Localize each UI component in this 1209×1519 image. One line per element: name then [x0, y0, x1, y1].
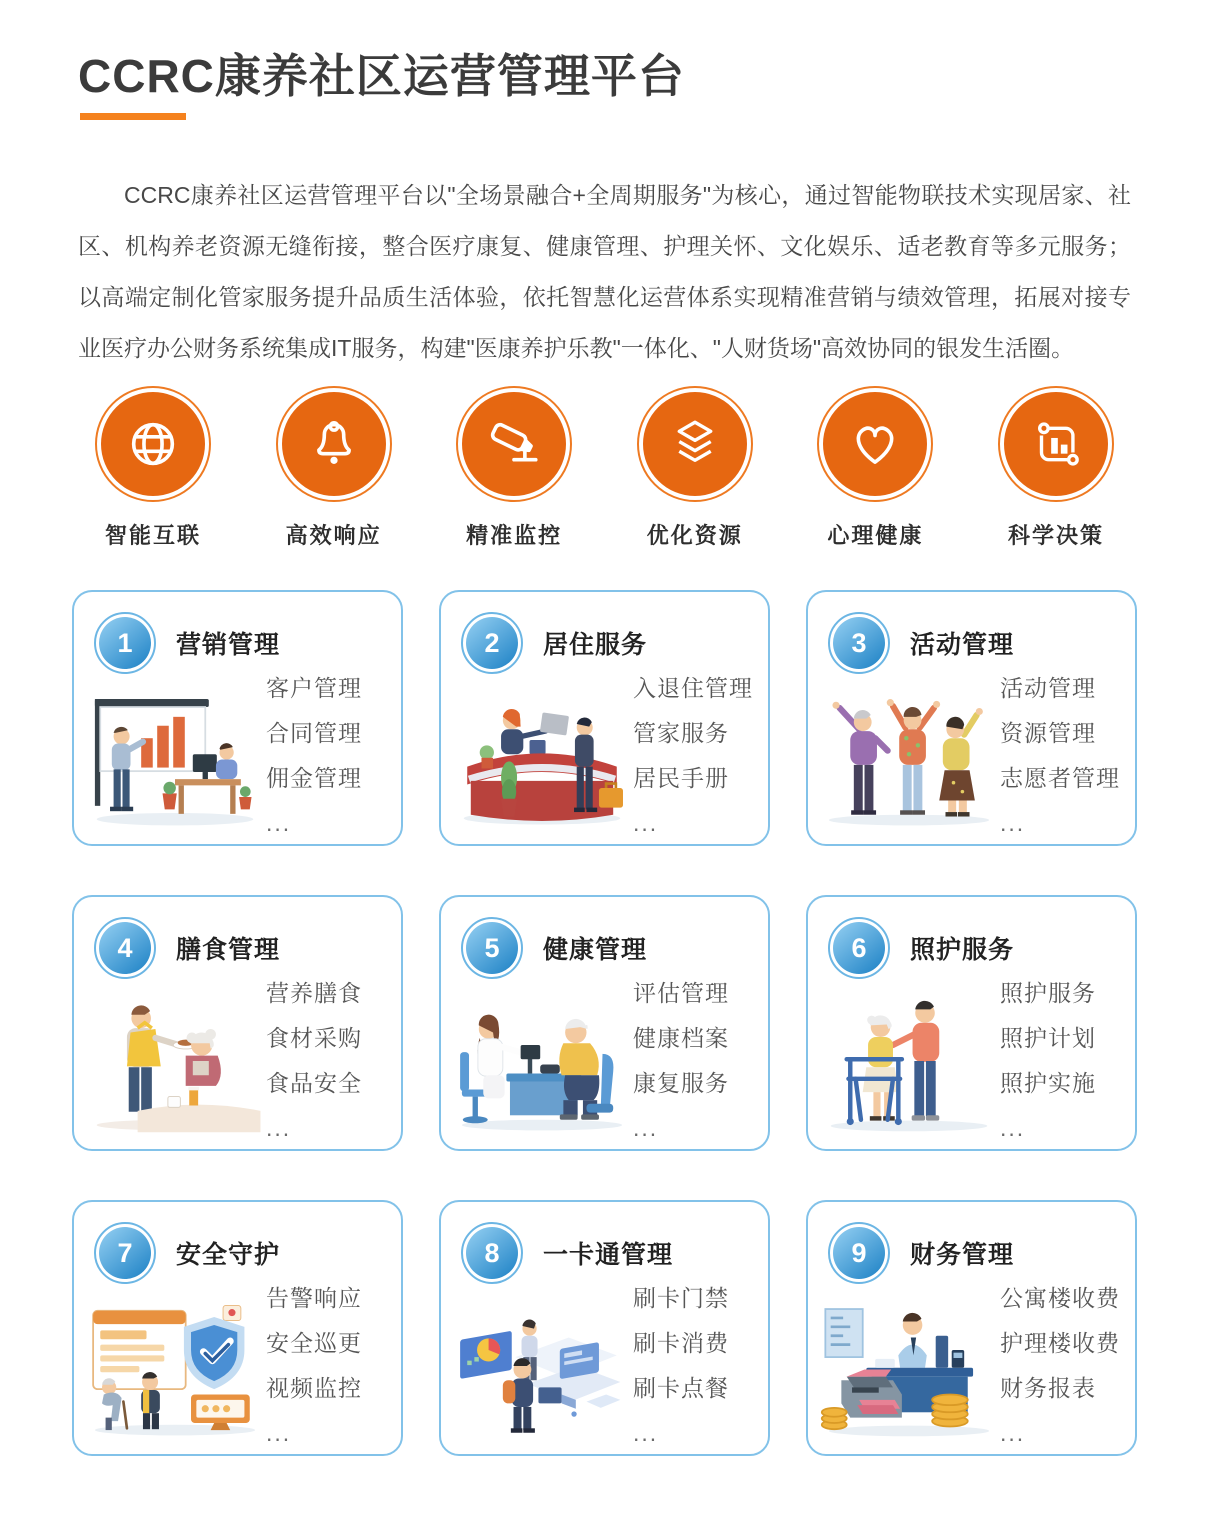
- module-item-ellipsis: ...: [266, 1115, 292, 1141]
- number-badge: 6: [828, 917, 890, 979]
- module-item: 照护计划: [1000, 1025, 1096, 1051]
- module-item-ellipsis: ...: [633, 1115, 659, 1141]
- module-item-ellipsis: ...: [266, 810, 292, 836]
- security-illustration: [86, 1286, 264, 1446]
- module-item: 居民手册: [633, 765, 729, 791]
- number-badge: 7: [94, 1222, 156, 1284]
- module-card-residence: [439, 590, 770, 846]
- module-grid: [72, 590, 1137, 1456]
- chart-icon: [998, 386, 1114, 502]
- residence-illustration: [453, 676, 631, 836]
- module-card-finance: [806, 1200, 1137, 1456]
- module-item: 安全巡更: [266, 1330, 362, 1356]
- module-item: 志愿者管理: [1000, 765, 1120, 791]
- module-title: 营销管理: [176, 631, 281, 659]
- module-title: 安全守护: [176, 1241, 281, 1269]
- card-header: [461, 1222, 673, 1284]
- card-header: [828, 917, 1014, 979]
- care-illustration: [820, 981, 998, 1141]
- module-item: 护理楼收费: [1000, 1330, 1120, 1356]
- module-title: 一卡通管理: [543, 1241, 674, 1269]
- health-illustration: [453, 981, 631, 1141]
- module-item-list: [266, 666, 362, 846]
- module-item: 食材采购: [266, 1025, 362, 1051]
- feature-label: 高效响应: [285, 523, 382, 548]
- module-title: 健康管理: [543, 936, 648, 964]
- module-item: 食品安全: [266, 1070, 362, 1096]
- feature-optimize-resource: [620, 386, 770, 550]
- feature-label: 精准监控: [466, 523, 563, 548]
- module-title: 膳食管理: [176, 936, 281, 964]
- module-item-list: [1000, 666, 1120, 846]
- module-item-ellipsis: ...: [1000, 1115, 1026, 1141]
- module-item: 视频监控: [266, 1375, 362, 1401]
- module-title: 照护服务: [910, 936, 1015, 964]
- module-item: 入退住管理: [633, 675, 753, 701]
- card-header: [94, 1222, 280, 1284]
- card-header: [828, 612, 1014, 674]
- module-item: 佣金管理: [266, 765, 362, 791]
- marketing-illustration: [86, 676, 264, 836]
- number-badge: 9: [828, 1222, 890, 1284]
- module-item-ellipsis: ...: [1000, 810, 1026, 836]
- module-item: 告警响应: [266, 1285, 362, 1311]
- module-card-health: [439, 895, 770, 1151]
- module-item: 合同管理: [266, 720, 362, 746]
- card-header: [94, 612, 280, 674]
- module-item: 资源管理: [1000, 720, 1096, 746]
- module-item-ellipsis: ...: [633, 810, 659, 836]
- number-badge: 2: [461, 612, 523, 674]
- module-item: 活动管理: [1000, 675, 1096, 701]
- number-badge: 4: [94, 917, 156, 979]
- module-item-ellipsis: ...: [633, 1420, 659, 1446]
- number-badge: 3: [828, 612, 890, 674]
- feature-label: 心理健康: [827, 523, 924, 548]
- module-card-security: [72, 1200, 403, 1456]
- feature-label: 优化资源: [646, 523, 743, 548]
- module-card-meal: [72, 895, 403, 1151]
- module-item-list: [633, 971, 729, 1151]
- module-item-list: [633, 666, 753, 846]
- card-header: [94, 917, 280, 979]
- card-header: [461, 917, 647, 979]
- card-header: [461, 612, 647, 674]
- module-card-activity: [806, 590, 1137, 846]
- camera-icon: [456, 386, 572, 502]
- module-item-ellipsis: ...: [1000, 1420, 1026, 1446]
- feature-label: 科学决策: [1007, 523, 1104, 548]
- heart-icon: [817, 386, 933, 502]
- meal-illustration: [86, 981, 264, 1141]
- number-badge: 5: [461, 917, 523, 979]
- module-item-list: [266, 971, 362, 1151]
- module-card-onecard: [439, 1200, 770, 1456]
- module-item: 刷卡消费: [633, 1330, 729, 1356]
- number-badge: 1: [94, 612, 156, 674]
- feature-label: 智能互联: [104, 523, 201, 548]
- module-item: 刷卡门禁: [633, 1285, 729, 1311]
- module-item-ellipsis: ...: [266, 1420, 292, 1446]
- module-title: 财务管理: [910, 1241, 1015, 1269]
- card-header: [828, 1222, 1014, 1284]
- module-item: 刷卡点餐: [633, 1375, 729, 1401]
- module-title: 居住服务: [543, 631, 648, 659]
- globe-icon: [95, 386, 211, 502]
- module-item-list: [1000, 971, 1096, 1151]
- module-item: 营养膳食: [266, 980, 362, 1006]
- module-item: 管家服务: [633, 720, 729, 746]
- module-title: 活动管理: [910, 631, 1015, 659]
- module-item: 照护实施: [1000, 1070, 1096, 1096]
- feature-precise-monitor: [439, 386, 589, 550]
- layers-icon: [637, 386, 753, 502]
- feature-mental-health: [800, 386, 950, 550]
- module-item: 照护服务: [1000, 980, 1096, 1006]
- module-card-care: [806, 895, 1137, 1151]
- feature-fast-response: [259, 386, 409, 550]
- intro-paragraph: CCRC康养社区运营管理平台以"全场景融合+全周期服务"为核心，通过智能物联技术实现居家、社区、机构养老资源无缝衔接，整合医疗康复、健康管理、护理关怀、文化娱乐、适老教育等多元服务；以高端定制化管家服务提升品质生活体验，依托智慧化运营体系实现精准营销与绩效管理，拓展对接专业医疗办公财务系统集成IT服务，构建"医康养护乐教"一体化、"人财货场"高效协同的银发生活圈。: [78, 182, 1131, 361]
- page-title: CCRC康养社区运营管理平台: [78, 50, 685, 102]
- finance-illustration: [820, 1286, 998, 1446]
- module-card-marketing: [72, 590, 403, 846]
- feature-row: [78, 386, 1131, 550]
- onecard-illustration: [453, 1286, 631, 1446]
- module-item: 评估管理: [633, 980, 729, 1006]
- feature-smart-connect: [78, 386, 228, 550]
- activity-illustration: [820, 676, 998, 836]
- module-item: 康复服务: [633, 1070, 729, 1096]
- number-badge: 8: [461, 1222, 523, 1284]
- module-item: 客户管理: [266, 675, 362, 701]
- module-item-list: [1000, 1276, 1120, 1456]
- title-underline: [80, 113, 186, 120]
- module-item-list: [266, 1276, 362, 1456]
- module-item-list: [633, 1276, 729, 1456]
- bell-icon: [276, 386, 392, 502]
- module-item: 健康档案: [633, 1025, 729, 1051]
- module-item: 公寓楼收费: [1000, 1285, 1120, 1311]
- feature-science-decision: [981, 386, 1131, 550]
- module-item: 财务报表: [1000, 1375, 1096, 1401]
